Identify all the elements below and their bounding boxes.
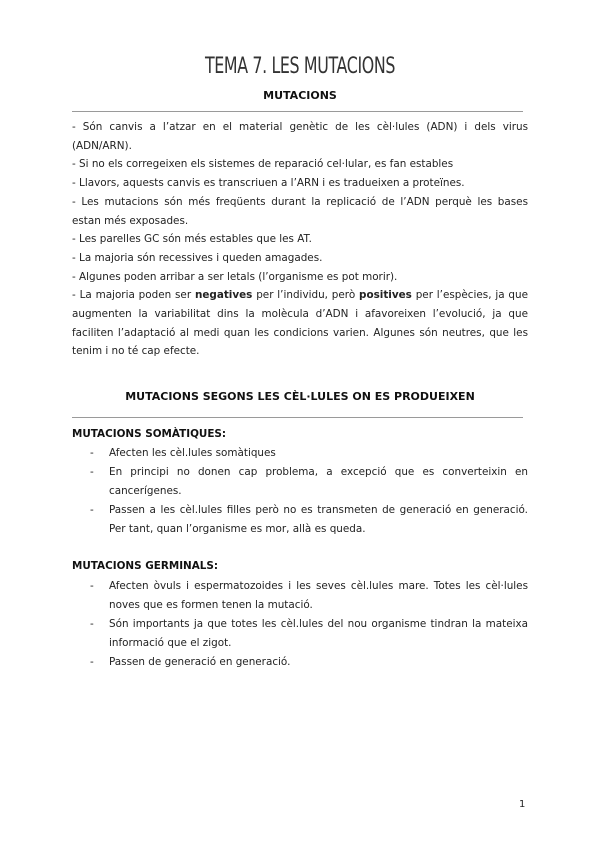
emphasis-negatives: negatives [194, 289, 253, 302]
paragraph-last: - La majoria poden ser negatives per l’individu, però positives per l’espècies, ja que augmenten la variabilitat dins la molècula d’ADN i afavoreixen l’evolució, ja que faciliten l’adaptació al medi quan les condicions varien. Algunes són neutres, que les tenim i no té cap efecte. [72, 289, 528, 358]
list-item: - Passen de generació en generació. [90, 656, 291, 668]
paragraph: - Les parelles GC són més estables que les AT. [72, 233, 312, 246]
paragraph: - Llavors, aquests canvis es transcriuen a l’ARN i es tradueixen a proteïnes. [72, 177, 465, 190]
paragraph: - Són canvis a l’atzar en el material genètic de les cèl·lules (ADN) i dels virus (ADN/ARN). [72, 121, 528, 152]
paragraph: - Algunes poden arribar a ser letals (l’organisme es pot morir). [72, 270, 398, 283]
list-item: - Són importants ja que totes les cèl.lules del nou organisme tindran la mateixa informació que el zigot. [90, 618, 528, 649]
list-item: - Passen a les cèl.lules filles però no es transmeten de generació en generació. Per tant, quan l’organisme es mor, allà es queda. [90, 504, 528, 535]
paragraph: - La majoria són recessives i queden amagades. [72, 251, 323, 264]
list-item: - Afecten òvuls i espermatozoides i les seves cèl.lules mare. Totes les cèl·lules noves que es formen tenen la mutació. [90, 580, 528, 611]
mutacions-text-block [72, 118, 528, 361]
list-item: - Afecten les cèl.lules somàtiques [90, 447, 276, 459]
subheading-germinals: MUTACIONS GERMINALS: [72, 560, 219, 572]
paragraph: - Les mutacions són més freqüents durant la replicació de l’ADN perquè les bases estan més exposades. [72, 195, 528, 227]
heading-divider [72, 417, 523, 418]
subheading-somatiques: MUTACIONS SOMÀTIQUES: [72, 428, 227, 440]
section-heading-cellules: MUTACIONS SEGONS LES CÈL·LULES ON ES PRODUEIXEN [125, 390, 475, 403]
paragraph: - Si no els corregeixen els sistemes de reparació cel·lular, es fan estables [72, 158, 454, 171]
emphasis-positives: positives [359, 289, 412, 302]
germinal-list [72, 577, 528, 672]
page-number: 1 [519, 799, 526, 810]
page-title: TEMA 7. LES MUTACIONS [204, 54, 396, 79]
somatic-list [72, 444, 528, 539]
heading-divider [72, 111, 523, 112]
list-item: - En principi no donen cap problema, a excepció que es converteixin en cancerígenes. [90, 466, 528, 497]
section-heading-mutacions: MUTACIONS [263, 89, 337, 102]
